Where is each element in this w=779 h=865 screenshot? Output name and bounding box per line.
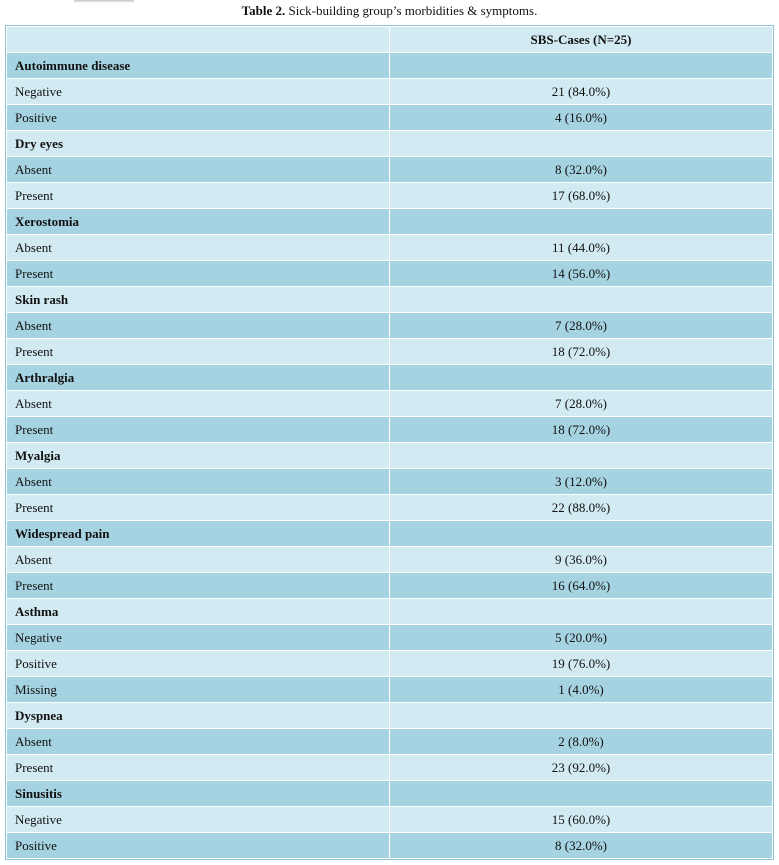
row-label-cell: Negative — [7, 625, 390, 651]
row-label-cell: Present — [7, 339, 390, 365]
table-row — [7, 755, 773, 781]
value-cell: 7 (28.0%) — [390, 313, 773, 339]
value-cell: 14 (56.0%) — [390, 261, 773, 287]
value-cell — [390, 131, 773, 157]
table-group-row — [7, 365, 773, 391]
header-cell-sbs-cases: SBS-Cases (N=25) — [390, 27, 773, 53]
table-row — [7, 833, 773, 859]
table-row — [7, 625, 773, 651]
value-cell: 11 (44.0%) — [390, 235, 773, 261]
header-cell-label — [7, 27, 390, 53]
table-row — [7, 807, 773, 833]
table-caption-text: Sick-building group’s morbidities & symptoms. — [288, 3, 538, 18]
value-cell: 7 (28.0%) — [390, 391, 773, 417]
row-label-cell: Missing — [7, 677, 390, 703]
table-row — [7, 573, 773, 599]
table-row — [7, 417, 773, 443]
value-cell: 22 (88.0%) — [390, 495, 773, 521]
group-label-cell: Widespread pain — [7, 521, 390, 547]
table-row — [7, 339, 773, 365]
table-group-row — [7, 703, 773, 729]
table-group-row — [7, 287, 773, 313]
group-label-cell: Xerostomia — [7, 209, 390, 235]
table-row — [7, 651, 773, 677]
table-header-row — [7, 27, 773, 53]
table-row — [7, 183, 773, 209]
table-row — [7, 235, 773, 261]
table-caption — [0, 2, 779, 20]
row-label-cell: Absent — [7, 729, 390, 755]
group-label-cell: Asthma — [7, 599, 390, 625]
group-label-cell: Dyspnea — [7, 703, 390, 729]
row-label-cell: Negative — [7, 807, 390, 833]
table-row — [7, 495, 773, 521]
value-cell — [390, 703, 773, 729]
morbidities-table — [6, 26, 773, 859]
table-row — [7, 547, 773, 573]
group-label-cell: Arthralgia — [7, 365, 390, 391]
table-group-row — [7, 131, 773, 157]
group-label-cell: Dry eyes — [7, 131, 390, 157]
table-row — [7, 469, 773, 495]
table-row — [7, 79, 773, 105]
row-label-cell: Present — [7, 261, 390, 287]
row-label-cell: Absent — [7, 313, 390, 339]
value-cell: 17 (68.0%) — [390, 183, 773, 209]
table-row — [7, 157, 773, 183]
value-cell: 9 (36.0%) — [390, 547, 773, 573]
table-row — [7, 729, 773, 755]
value-cell: 15 (60.0%) — [390, 807, 773, 833]
value-cell: 4 (16.0%) — [390, 105, 773, 131]
value-cell — [390, 365, 773, 391]
row-label-cell: Present — [7, 495, 390, 521]
value-cell: 18 (72.0%) — [390, 417, 773, 443]
table-row — [7, 261, 773, 287]
row-label-cell: Absent — [7, 547, 390, 573]
row-label-cell: Absent — [7, 157, 390, 183]
row-label-cell: Absent — [7, 391, 390, 417]
row-label-cell: Positive — [7, 833, 390, 859]
table-row — [7, 391, 773, 417]
value-cell: 16 (64.0%) — [390, 573, 773, 599]
value-cell — [390, 781, 773, 807]
value-cell: 1 (4.0%) — [390, 677, 773, 703]
row-label-cell: Negative — [7, 79, 390, 105]
value-cell: 21 (84.0%) — [390, 79, 773, 105]
group-label-cell: Sinusitis — [7, 781, 390, 807]
row-label-cell: Positive — [7, 651, 390, 677]
table-group-row — [7, 209, 773, 235]
row-label-cell: Present — [7, 417, 390, 443]
value-cell: 3 (12.0%) — [390, 469, 773, 495]
table-group-row — [7, 53, 773, 79]
table-body — [7, 53, 773, 859]
value-cell: 8 (32.0%) — [390, 833, 773, 859]
value-cell — [390, 53, 773, 79]
table-row — [7, 105, 773, 131]
row-label-cell: Present — [7, 573, 390, 599]
row-label-cell: Positive — [7, 105, 390, 131]
row-label-cell: Present — [7, 183, 390, 209]
value-cell — [390, 599, 773, 625]
table-caption-label: Table 2. — [241, 3, 286, 18]
row-label-cell: Absent — [7, 235, 390, 261]
value-cell: 23 (92.0%) — [390, 755, 773, 781]
table-row — [7, 313, 773, 339]
group-label-cell: Myalgia — [7, 443, 390, 469]
value-cell: 8 (32.0%) — [390, 157, 773, 183]
row-label-cell: Present — [7, 755, 390, 781]
value-cell — [390, 521, 773, 547]
value-cell: 19 (76.0%) — [390, 651, 773, 677]
value-cell — [390, 209, 773, 235]
value-cell: 2 (8.0%) — [390, 729, 773, 755]
value-cell — [390, 443, 773, 469]
row-label-cell: Absent — [7, 469, 390, 495]
table-row — [7, 677, 773, 703]
table-group-row — [7, 781, 773, 807]
table-group-row — [7, 443, 773, 469]
table-group-row — [7, 599, 773, 625]
value-cell: 18 (72.0%) — [390, 339, 773, 365]
value-cell — [390, 287, 773, 313]
group-label-cell: Autoimmune disease — [7, 53, 390, 79]
group-label-cell: Skin rash — [7, 287, 390, 313]
table-group-row — [7, 521, 773, 547]
value-cell: 5 (20.0%) — [390, 625, 773, 651]
